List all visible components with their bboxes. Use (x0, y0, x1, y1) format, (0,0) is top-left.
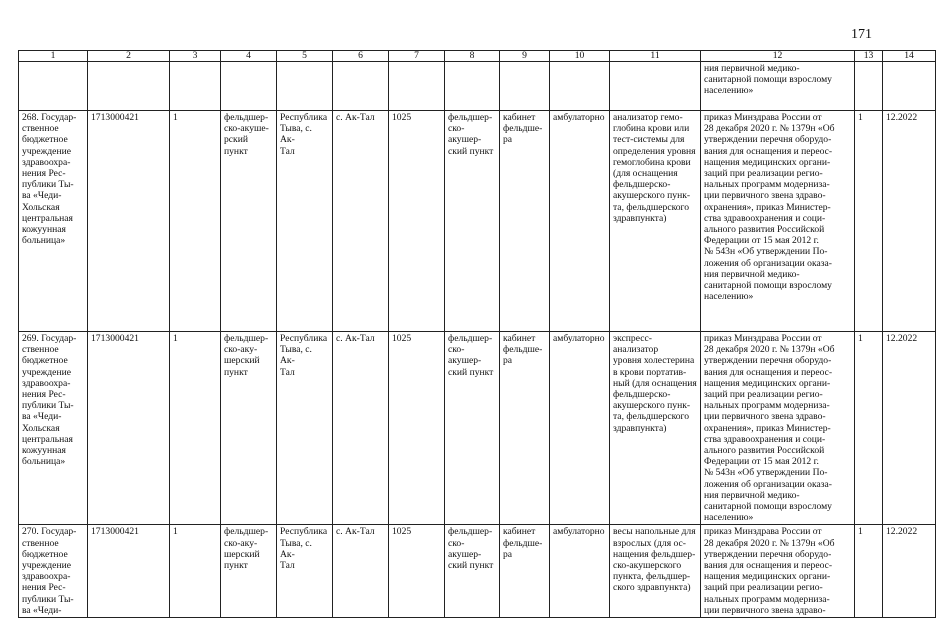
date-cell: 12.2022 (883, 332, 936, 525)
code-cell: 1713000421 (88, 525, 170, 618)
column-number: 10 (550, 51, 610, 62)
table-cell (855, 62, 883, 111)
facility-type-cell: фельдшер- ско-акуше- рский пункт (221, 111, 277, 332)
locality-cell: с. Ак-Тал (333, 332, 389, 525)
table-cell (19, 62, 88, 111)
column-number: 8 (445, 51, 500, 62)
locality-cell: с. Ак-Тал (333, 111, 389, 332)
care-type-cell: амбулаторно (550, 525, 610, 618)
equipment-table (18, 50, 936, 618)
table-cell (500, 62, 550, 111)
code-cell: 1713000421 (88, 332, 170, 525)
population-cell: 1025 (389, 525, 445, 618)
population-cell: 1025 (389, 111, 445, 332)
table-row (19, 332, 936, 525)
table-row (19, 525, 936, 618)
care-type-cell: амбулаторно (550, 111, 610, 332)
column-number: 12 (701, 51, 855, 62)
continuation-row (19, 62, 936, 111)
column-number: 3 (170, 51, 221, 62)
equipment-cell: экспресс-анализатор уровня холестерина в крови портатив- ный (для оснащения фельдшерско- акушерского пунк- та, фельдшерского здравпункта) (610, 332, 701, 525)
quantity-cell: 1 (855, 525, 883, 618)
table-row (19, 111, 936, 332)
facility-type-cell: фельдшер- ско-аку- шерский пункт (221, 332, 277, 525)
organization-cell: 270. Государ- ственное бюджетное учреждение здравоохра- нения Рес- публики Ты- ва «Чеди- (19, 525, 88, 618)
room-cell: кабинет фельдше- ра (500, 332, 550, 525)
quantity-cell: 1 (855, 111, 883, 332)
legal-basis-cell: приказ Минздрава России от 28 декабря 2020 г. № 1379н «Об утверждении перечня оборудо- вания для оснащения и переос- нащения медицинских органи- заций при реализации регио- нальных программ модерниза- ции первичного звена здраво- (701, 525, 855, 618)
room-cell: кабинет фельдше- ра (500, 111, 550, 332)
count-cell: 1 (170, 525, 221, 618)
locality-cell: с. Ак-Тал (333, 525, 389, 618)
facility-type-cell: фельдшер- ско-аку- шерский пункт (221, 525, 277, 618)
legal-basis-cell: приказ Минздрава России от 28 декабря 2020 г. № 1379н «Об утверждении перечня оборудо- вания для оснащения и переос- нащения медицинских органи- заций при реализации регио- нальных программ модерниза- ции первичного звена здраво- охранения», приказ Министер- ства здравоохранения и соци- ального развития Российской Федерации от 15 мая 2012 г. № 543н «Об утверждении По- ложения об организации оказа- ния первичной медико- санитарной помощи взрослому населению» (701, 332, 855, 525)
count-cell: 1 (170, 332, 221, 525)
unit-cell: фельдшер- ско- акушер- ский пункт (445, 525, 500, 618)
column-number: 14 (883, 51, 936, 62)
table-cell (550, 62, 610, 111)
code-cell: 1713000421 (88, 111, 170, 332)
count-cell: 1 (170, 111, 221, 332)
column-number: 13 (855, 51, 883, 62)
unit-cell: фельдшер- ско- акушер- ский пункт (445, 332, 500, 525)
date-cell: 12.2022 (883, 111, 936, 332)
column-number: 7 (389, 51, 445, 62)
page-number: 171 (851, 27, 872, 42)
column-number: 11 (610, 51, 701, 62)
population-cell: 1025 (389, 332, 445, 525)
column-number: 4 (221, 51, 277, 62)
organization-cell: 269. Государ- ственное бюджетное учреждение здравоохра- нения Рес- публики Ты- ва «Чеди- Хольская центральная кожуунная больница» (19, 332, 88, 525)
table-cell (610, 62, 701, 111)
table-cell (333, 62, 389, 111)
column-number: 5 (277, 51, 333, 62)
legal-basis-cell: ния первичной медико- санитарной помощи взрослому населению» (701, 62, 855, 111)
address-cell: Республика Тыва, с. Ак- Тал (277, 525, 333, 618)
column-number: 2 (88, 51, 170, 62)
quantity-cell: 1 (855, 332, 883, 525)
unit-cell: фельдшер- ско- акушер- ский пункт (445, 111, 500, 332)
equipment-cell: весы напольные для взрослых (для ос- нащения фельдшер- ско-акушерского пункта, фельдшер- ского здравпункта) (610, 525, 701, 618)
column-number: 1 (19, 51, 88, 62)
organization-cell: 268. Государ- ственное бюджетное учреждение здравоохра- нения Рес- публики Ты- ва «Чеди- Хольская центральная кожуунная больница» (19, 111, 88, 332)
table-cell (883, 62, 936, 111)
column-number: 6 (333, 51, 389, 62)
column-number-row (19, 51, 936, 62)
table-cell (277, 62, 333, 111)
address-cell: Республика Тыва, с. Ак- Тал (277, 332, 333, 525)
care-type-cell: амбулаторно (550, 332, 610, 525)
table-cell (445, 62, 500, 111)
date-cell: 12.2022 (883, 525, 936, 618)
table-cell (389, 62, 445, 111)
table-cell (170, 62, 221, 111)
table-cell (221, 62, 277, 111)
room-cell: кабинет фельдше- ра (500, 525, 550, 618)
column-number: 9 (500, 51, 550, 62)
address-cell: Республика Тыва, с. Ак- Тал (277, 111, 333, 332)
equipment-cell: анализатор гемо- глобина крови или тест-системы для определения уровня гемоглобина крови (для оснащения фельдшерско- акушерского пунк- та, фельдшерского здравпункта) (610, 111, 701, 332)
legal-basis-cell: приказ Минздрава России от 28 декабря 2020 г. № 1379н «Об утверждении перечня оборудо- вания для оснащения и переос- нащения медицинских органи- заций при реализации регио- нальных программ модерниза- ции первичного звена здраво- охранения», приказ Министер- ства здравоохранения и соци- ального развития Российской Федерации от 15 мая 2012 г. № 543н «Об утверждении По- ложения об организации оказа- ния первичной медико- санитарной помощи взрослому населению» (701, 111, 855, 332)
table-cell (88, 62, 170, 111)
